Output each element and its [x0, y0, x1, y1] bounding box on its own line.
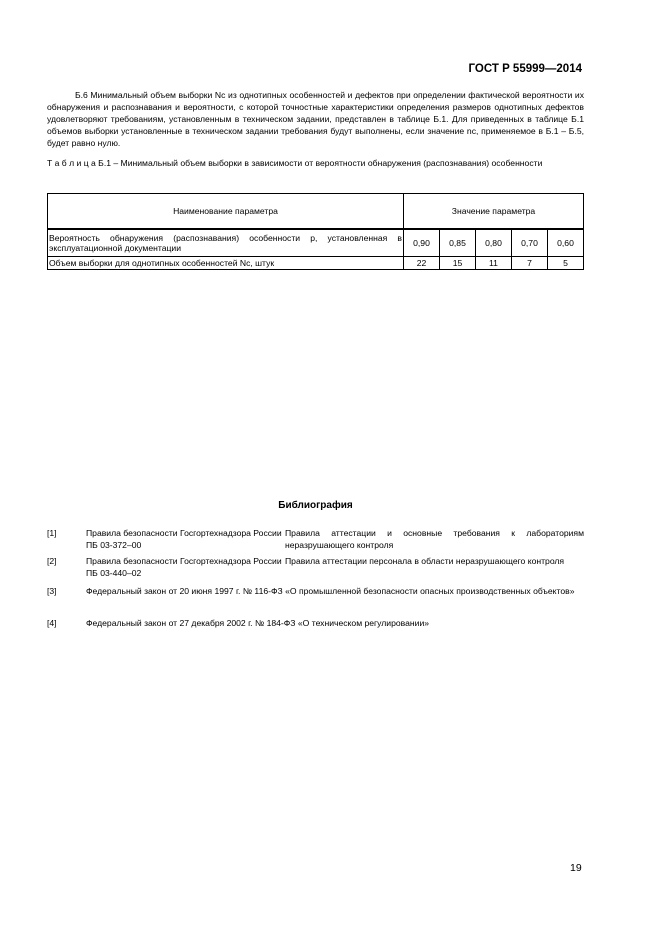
- bibliography-number: [4]: [47, 618, 57, 628]
- bibliography-text: Федеральный закон от 27 декабря 2002 г. № 184-ФЗ «О техническом регулировании»: [86, 618, 430, 628]
- cell-value: 22: [404, 257, 440, 270]
- bibliography-title-text: Правила аттестации и основные требования к лабораториям неразрушающего контроля: [285, 528, 584, 550]
- bibliography-number: [2]: [47, 556, 57, 566]
- bibliography-list: [0, 528, 661, 628]
- table-row: [48, 229, 584, 257]
- cell-value: 0,70: [512, 229, 548, 257]
- row-label: Объем выборки для однотипных особенностей Nc, штук: [48, 257, 404, 270]
- bibliography-text: Федеральный закон от 20 июня 1997 г. № 116-ФЗ «О промышленной безопасности опасных производственных объектов»: [86, 586, 575, 596]
- cell-value: 0,80: [476, 229, 512, 257]
- row-label: Вероятность обнаружения (распознавания) особенности p, установленная в эксплуатационной документации: [48, 229, 404, 257]
- clause-b6: [47, 89, 584, 149]
- bibliography-title: Библиография: [278, 500, 353, 511]
- sample-size-table: [47, 193, 584, 270]
- clause-b6-text: Б.6 Минимальный объем выборки Nc из однотипных особенностей и дефектов при определении фактической вероятности их обнаружения и распознавания и вероятности, с которой точностные характеристики определения размеров однотипных дефектов удовлетворяют требованиям, установленным в техническом задании, представлен в таблице Б.1. Для приведенных в таблице Б.1 объемов выборки установленные в техническом задании требования будут выполнены, если значение nc, применяемое в Б.1 – Б.5, будет равно нулю.: [47, 90, 584, 149]
- cell-value: 11: [476, 257, 512, 270]
- document-header: ГОСТ Р 55999—2014: [468, 63, 582, 75]
- bibliography-number: [1]: [47, 528, 57, 538]
- bibliography-source: Правила безопасности Госгортехнадзора России ПБ 03-372–00: [86, 528, 282, 550]
- header-parameter-value: Значение параметра: [404, 194, 584, 230]
- header-parameter-name: Наименование параметра: [48, 194, 404, 230]
- table-row: [48, 257, 584, 270]
- cell-value: 5: [548, 257, 584, 270]
- bibliography-title-text: Правила аттестации персонала в области неразрушающего контроля: [285, 556, 565, 566]
- cell-value: 7: [512, 257, 548, 270]
- cell-value: 0,90: [404, 229, 440, 257]
- bibliography-source: Правила безопасности Госгортехнадзора России ПБ 03-440–02: [86, 556, 282, 578]
- cell-value: 0,85: [440, 229, 476, 257]
- cell-value: 0,60: [548, 229, 584, 257]
- cell-value: 15: [440, 257, 476, 270]
- page-number: 19: [570, 862, 582, 874]
- bibliography-number: [3]: [47, 586, 57, 596]
- table-header-row: [48, 194, 584, 230]
- table-caption: Т а б л и ц а Б.1 – Минимальный объем выборки в зависимости от вероятности обнаружения (распознавания) особенности: [47, 158, 543, 168]
